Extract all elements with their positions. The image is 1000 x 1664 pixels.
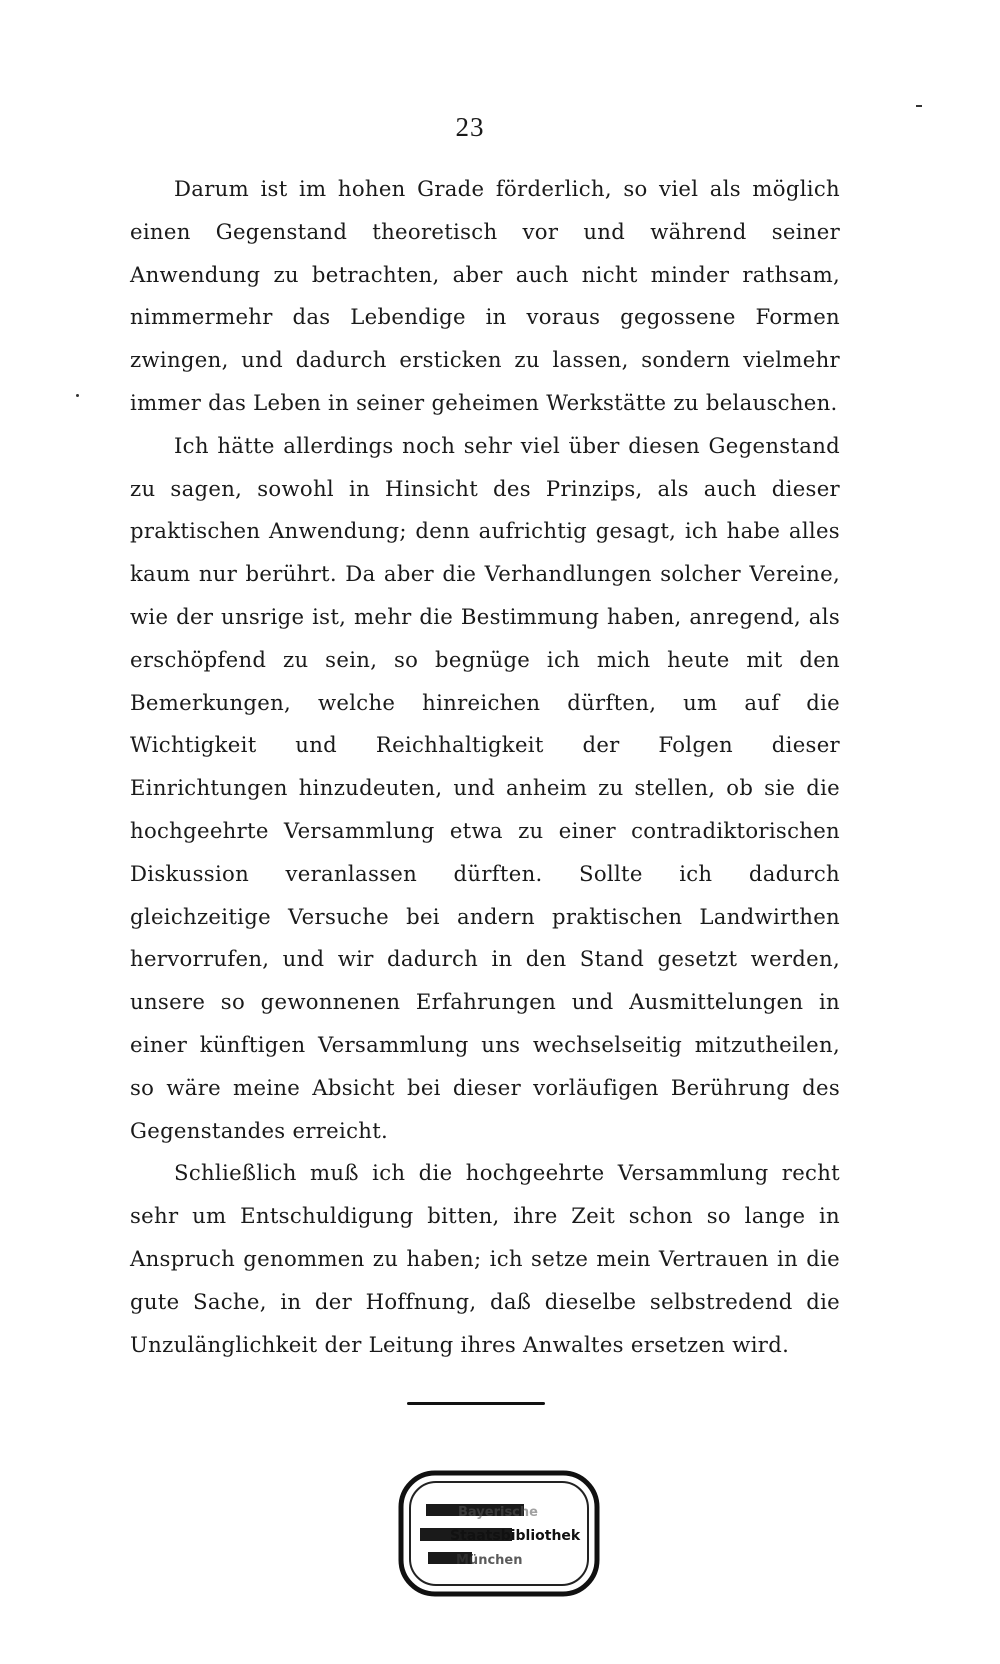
- stamp-line-1: Bayerische: [458, 1505, 538, 1520]
- paragraph-2: Ich hätte allerdings noch sehr viel über diesen Gegenstand zu sagen, sowohl in Hinsicht des Prinzips, als auch dieser praktischen Anwendung; denn aufrichtig gesagt, ich habe alles kaum nur berührt. Da aber die Verhandlungen solcher Vereine, wie der unsrige ist, mehr die Bestimmung haben, anregend, als erschöpfend zu sein, so begnüge ich mich heute mit den Bemerkungen, welche hinreichen dürften, um auf die Wichtigkeit und Reichhaltigkeit der Folgen dieser Einrichtungen hinzudeuten, und anheim zu stellen, ob sie die hochgeehrte Versammlung etwa zu einer contradiktorischen Diskussion veranlassen dürften. Sollte ich dadurch gleichzeitige Versuche bei andern praktischen Landwirthen hervorrufen, und wir dadurch in den Stand gesetzt werden, unsere so gewonnenen Erfahrungen und Ausmittelungen in einer künftigen Versammlung uns wechselseitig mitzutheilen, so wäre meine Absicht bei dieser vorläufigen Berührung des Gegenstandes erreicht.: [130, 432, 840, 1143]
- page-number: 23: [455, 112, 485, 142]
- stamp-line-3: München: [456, 1553, 523, 1568]
- body-text: [130, 168, 840, 1366]
- margin-mark-top-right: [916, 105, 922, 107]
- paragraph-1: Darum ist im hohen Grade förderlich, so viel als möglich einen Gegenstand theoretisch vor und während seiner Anwendung zu betrachten, aber auch nicht minder rathsam, nimmermehr das Lebendige in voraus gegossene Formen zwingen, und dadurch ersticken zu lassen, sondern vielmehr immer das Leben in seiner geheimen Werkstätte zu belauschen.: [130, 176, 840, 415]
- closing-rule: [407, 1402, 545, 1405]
- margin-mark-left: [76, 394, 79, 397]
- library-stamp: [398, 1470, 600, 1597]
- paragraph-3: Schließlich muß ich die hochgeehrte Versammlung recht sehr um Entschuldigung bitten, ihre Zeit schon so lange in Anspruch genommen zu haben; ich setze mein Vertrauen in die gute Sache, in der Hoffnung, daß dieselbe selbstredend die Unzulänglichkeit der Leitung ihres Anwaltes ersetzen wird.: [130, 1160, 840, 1357]
- stamp-line-2: Staatsbibliothek: [450, 1528, 581, 1544]
